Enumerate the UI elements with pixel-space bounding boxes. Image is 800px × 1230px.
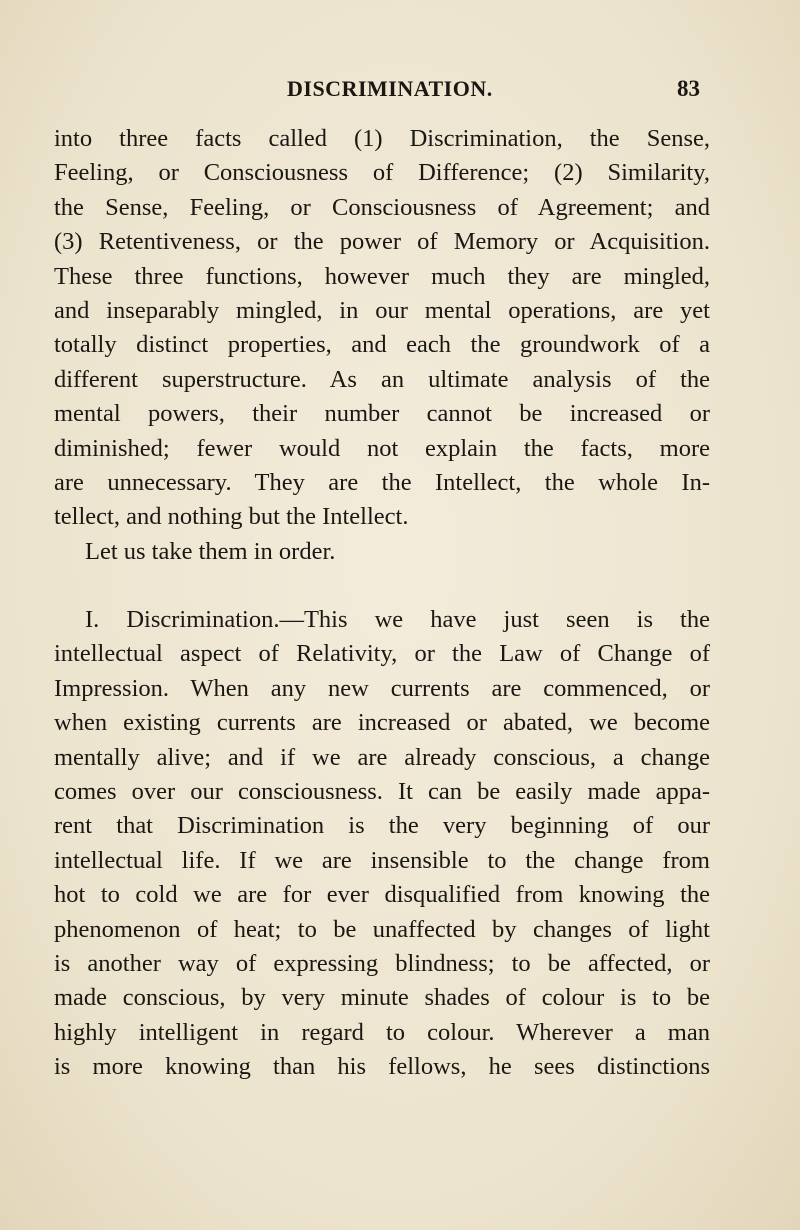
paragraph-2 bbox=[54, 603, 710, 1084]
text-line: These three functions, however much they are mingled, bbox=[54, 262, 710, 290]
text-line: when existing currents are increased or abated, we become bbox=[54, 709, 710, 737]
text-line: diminished; fewer would not explain the facts, more bbox=[54, 434, 710, 462]
text-line: comes over our consciousness. It can be easily made appa- bbox=[54, 778, 710, 806]
text-line: Let us take them in order. bbox=[85, 537, 336, 565]
text-line: highly intelligent in regard to colour. Wherever a man bbox=[54, 1018, 710, 1046]
text-line: into three facts called (1) Discrimination, the Sense, bbox=[54, 125, 710, 152]
text-line: Feeling, or Consciousness of Difference; (2) Similarity, bbox=[54, 159, 710, 187]
text-line: (3) Retentiveness, or the power of Memory or Acquisition. bbox=[54, 228, 710, 256]
text-line: are unnecessary. They are the Intellect, the whole In- bbox=[54, 468, 710, 496]
text-line: phenomenon of heat; to be unaffected by changes of light bbox=[54, 915, 710, 943]
text-line: is more knowing than his fellows, he sees distinctions bbox=[54, 1053, 710, 1081]
body-text bbox=[54, 122, 710, 1085]
text-line: mental powers, their number cannot be increased or bbox=[54, 400, 710, 428]
text-line: intellectual aspect of Relativity, or the Law of Change of bbox=[54, 640, 710, 668]
text-line: mentally alive; and if we are already conscious, a change bbox=[54, 743, 710, 771]
text-line: the Sense, Feeling, or Consciousness of Agreement; and bbox=[54, 193, 710, 221]
page-header bbox=[140, 76, 700, 104]
paragraph-1 bbox=[54, 122, 710, 569]
text-line: rent that Discrimination is the very beginning of our bbox=[54, 812, 710, 840]
text-line: hot to cold we are for ever disqualified from knowing the bbox=[54, 881, 710, 909]
text-line: made conscious, by very minute shades of colour is to be bbox=[54, 984, 710, 1012]
section-heading-line: I. Discrimination.—This we have just seen is the bbox=[85, 606, 710, 634]
text-line: tellect, and nothing but the Intellect. bbox=[54, 503, 409, 531]
running-head: DISCRIMINATION. bbox=[287, 76, 493, 101]
text-line: is another way of expressing blindness; to be affected, or bbox=[54, 949, 710, 977]
text-line: intellectual life. If we are insensible to the change from bbox=[54, 846, 710, 874]
text-line: totally distinct properties, and each the groundwork of a bbox=[54, 331, 710, 359]
text-line: Impression. When any new currents are commenced, or bbox=[54, 674, 710, 702]
paragraph-gap bbox=[54, 569, 710, 603]
text-line: different superstructure. As an ultimate analysis of the bbox=[54, 365, 710, 393]
text-line: and inseparably mingled, in our mental operations, are yet bbox=[54, 296, 710, 324]
page-number: 83 bbox=[677, 76, 700, 101]
